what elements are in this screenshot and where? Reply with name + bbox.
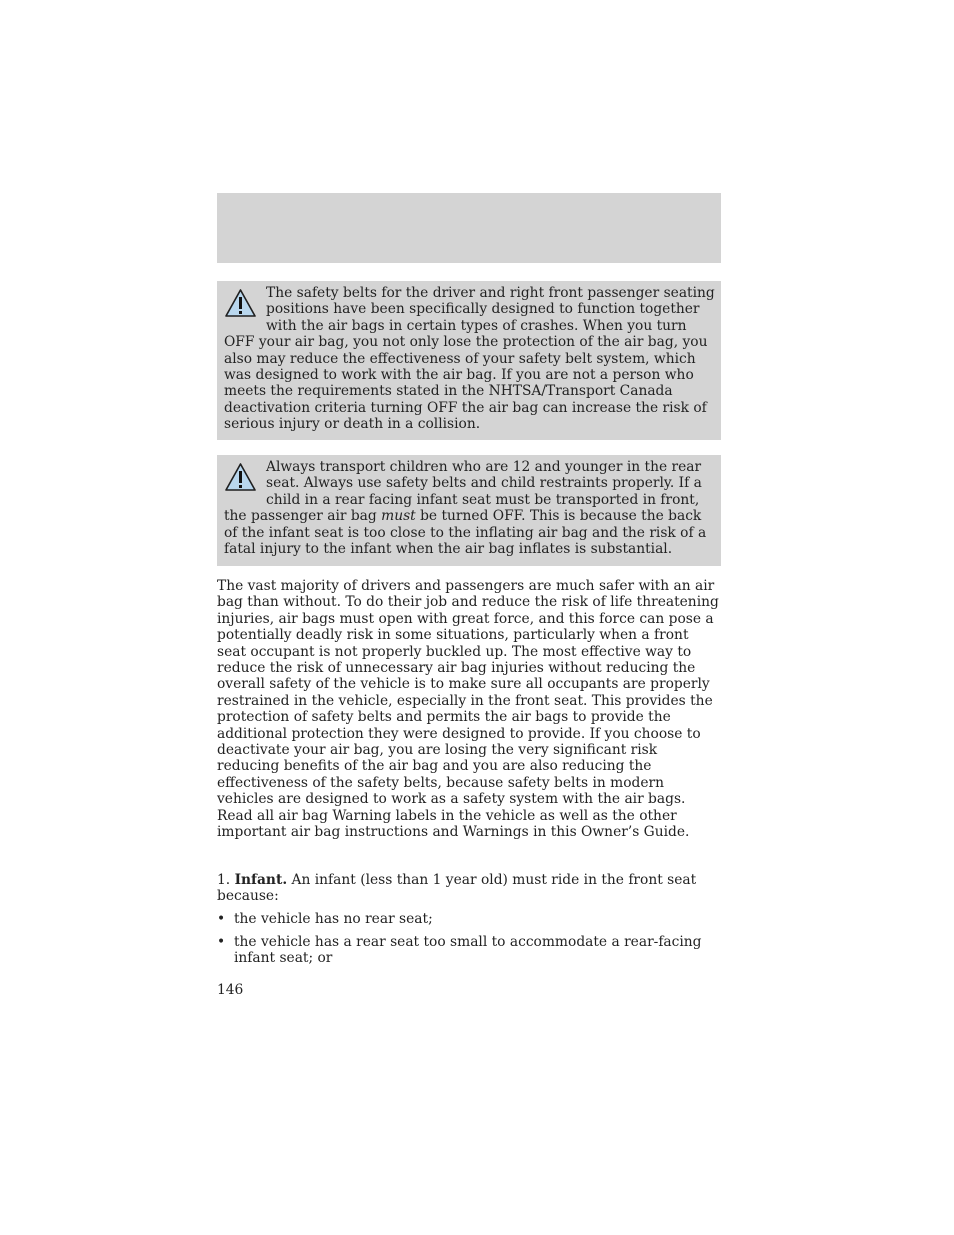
warning-triangle-icon [224,462,257,492]
bullet-item [217,911,721,927]
warning-text-part: Always transport children who are 12 and younger in the rear seat. Always use safety belts and child restraints properly. If a child in a rear facing infant seat must be transported in front, the passenger air bag [224,459,702,525]
bullet-item [217,934,721,967]
warning-box-children [217,455,721,566]
warning-text [224,459,715,557]
warning-box-safety-belts [217,281,721,440]
warning-text-part: be turned OFF. This is because the back of the infant seat is too close to the inflating air bag and the risk of a fatal injury to the infant when the air bag inflates is substantial. [224,508,707,558]
bullet-text: the vehicle has no rear seat; [234,911,433,927]
body-paragraph: Read all air bag Warning labels in the vehicle as well as the other important air bag instructions and Warnings in this Owner’s Guide. [217,808,690,841]
bullet-marker: • [217,911,226,927]
item-title: Infant. [234,872,288,888]
item-number: 1. [217,872,231,888]
body-paragraph: The vast majority of drivers and passengers are much safer with an air bag than without. To do their job and reduce the risk of life threatening injuries, air bags must open with great force, and this force can pose a potentially deadly risk in some situations, particularly when a front seat occupant is not properly buckled up. The most effective way to reduce the risk of unnecessary air bag injuries without reducing the overall safety of the vehicle is to make sure all occupants are properly restrained in the vehicle, especially in the front seat. This provides the protection of safety belts and permits the air bags to provide the additional protection they were designed to provide. If you choose to deactivate your air bag, you are losing the very significant risk reducing benefits of the air bag and you are also reducing the effectiveness of the safety belts, because safety belts in modern vehicles are designed to work as a safety system with the air bags. [217,578,719,808]
bullet-marker: • [217,934,226,950]
page-number: 146 [217,982,244,998]
warning-emphasis: must [381,508,416,525]
header-bar [217,193,721,263]
warning-text: The safety belts for the driver and right front passenger seating positions have been specifically designed to function together with the air bags in certain types of crashes. When you turn OFF your air bag, you not only lose the protection of the air bag, you also may reduce the effectiveness of your safety belt system, which was designed to work with the air bag. If you are not a person who meets the requirements stated in the NHTSA/Transport Canada deactivation criteria turning OFF the air bag can increase the risk of serious injury or death in a collision. [224,285,715,433]
bullet-text: the vehicle has a rear seat too small to accommodate a rear-facing infant seat; or [234,934,702,967]
numbered-item-infant [217,872,721,905]
warning-triangle-icon [224,288,257,318]
item-text: An infant (less than 1 year old) must ride in the front seat because: [217,872,697,905]
